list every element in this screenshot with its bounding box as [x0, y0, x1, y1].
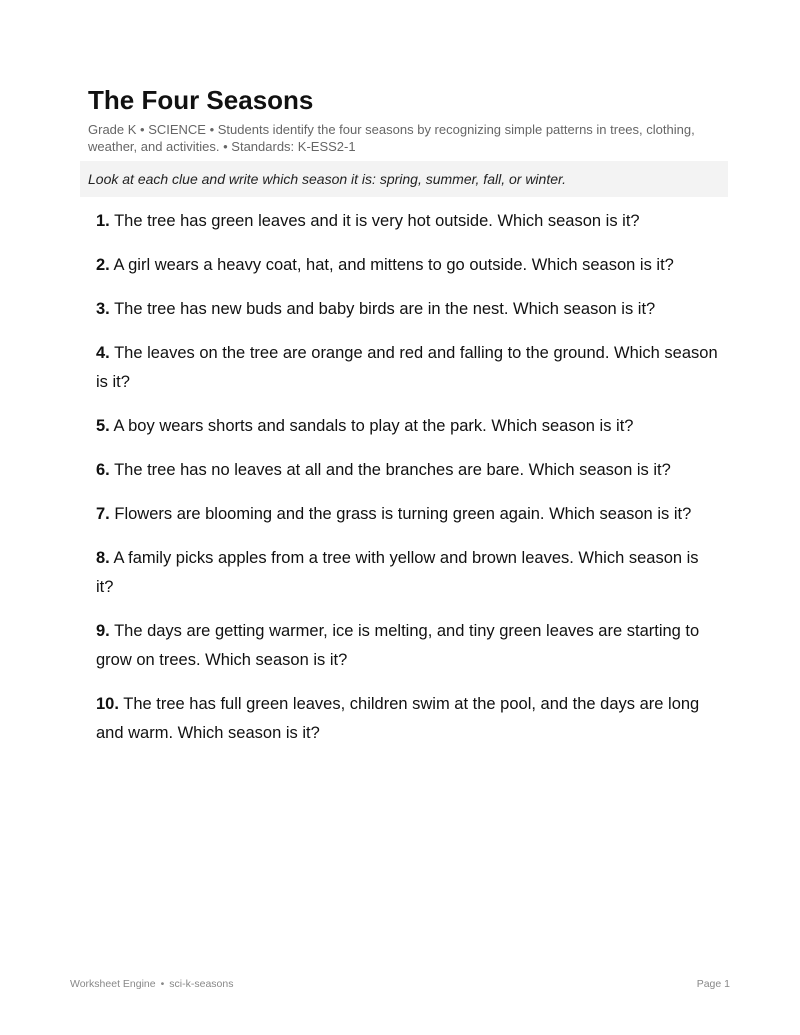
footer-separator: •	[160, 978, 165, 990]
question-number: 3.	[96, 300, 110, 318]
question-6	[88, 456, 720, 485]
question-text: The tree has no leaves at all and the branches are bare. Which season is it?	[114, 461, 671, 479]
question-text: A girl wears a heavy coat, hat, and mittens to go outside. Which season is it?	[113, 256, 674, 274]
question-text: The days are getting warmer, ice is melting, and tiny green leaves are starting to grow on trees. Which season is it?	[96, 622, 700, 669]
page-footer	[70, 978, 730, 990]
question-number: 8.	[96, 549, 110, 567]
page-title: The Four Seasons	[88, 85, 314, 115]
footer-engine: Worksheet Engine	[70, 978, 156, 990]
question-number: 2.	[96, 256, 110, 274]
question-3	[88, 295, 720, 324]
question-number: 6.	[96, 461, 110, 479]
question-text: The tree has green leaves and it is very hot outside. Which season is it?	[114, 212, 640, 230]
question-text: The leaves on the tree are orange and red and falling to the ground. Which season is it?	[96, 344, 718, 391]
question-text: The tree has new buds and baby birds are in the nest. Which season is it?	[114, 300, 656, 318]
question-8	[88, 544, 720, 602]
question-1	[88, 207, 720, 236]
question-2	[88, 251, 720, 280]
question-4	[88, 339, 720, 397]
question-text: A boy wears shorts and sandals to play at the park. Which season is it?	[113, 417, 634, 435]
question-number: 7.	[96, 505, 110, 523]
worksheet-meta: Grade K • SCIENCE • Students identify the four seasons by recognizing simple patterns in trees, clothing, weather, and activities. • Standards: K-ESS2-1	[88, 122, 695, 154]
footer-left	[70, 978, 233, 990]
question-number: 1.	[96, 212, 110, 230]
question-9	[88, 617, 720, 675]
footer-sheet-id: sci-k-seasons	[169, 978, 234, 990]
worksheet-page	[88, 84, 720, 763]
question-text: A family picks apples from a tree with yellow and brown leaves. Which season is it?	[96, 549, 699, 596]
question-number: 4.	[96, 344, 110, 362]
question-number: 9.	[96, 622, 110, 640]
question-10	[88, 690, 720, 748]
question-7	[88, 500, 720, 529]
question-number: 5.	[96, 417, 110, 435]
question-number: 10.	[96, 695, 119, 713]
footer-page-number: Page 1	[696, 978, 730, 990]
question-5	[88, 412, 720, 441]
question-text: Flowers are blooming and the grass is turning green again. Which season is it?	[114, 505, 692, 523]
instructions-box: Look at each clue and write which season it is: spring, summer, fall, or winter.	[80, 161, 728, 197]
question-text: The tree has full green leaves, children swim at the pool, and the days are long and warm. Which season is it?	[96, 695, 700, 742]
question-list	[88, 207, 720, 748]
